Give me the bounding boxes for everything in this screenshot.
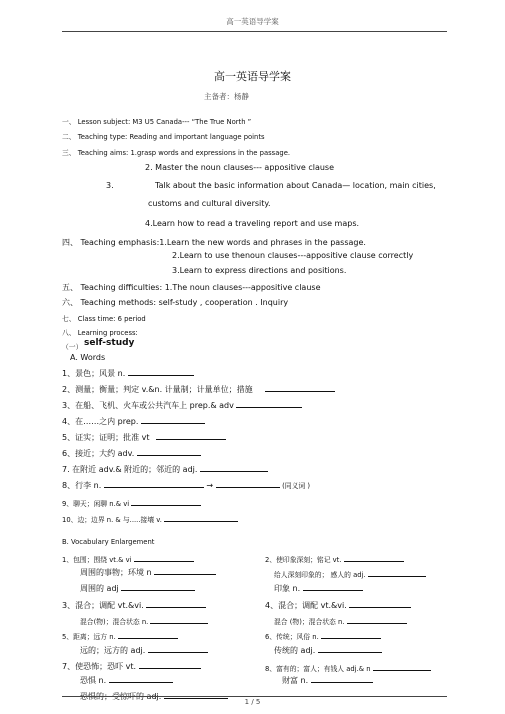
answer-blank[interactable] (349, 599, 411, 608)
teaching-aims: 三、 Teaching aims: 1.grasp words and expressions in the passage. (62, 149, 291, 157)
vocab-right-4 (265, 599, 411, 611)
answer-blank[interactable] (236, 399, 302, 408)
vocab-left-4 (62, 599, 206, 611)
learning-process: 八、 Learning process: (62, 329, 138, 337)
answer-blank[interactable] (134, 553, 194, 562)
vocab-text: 1、包围；围绕 vt.& vi (62, 556, 132, 564)
aim-4: 4.Learn how to read a traveling report and use maps. (145, 219, 360, 228)
running-header: 高一英语导学案 (226, 17, 279, 26)
answer-blank[interactable] (368, 568, 426, 577)
answer-blank[interactable] (164, 513, 238, 522)
vocab-enlargement-title: B. Vocabulary Enlargement (62, 538, 155, 546)
word-2 (62, 383, 335, 395)
aim-3-number: 3. (106, 181, 114, 190)
vocab-left-2 (80, 566, 216, 578)
teaching-methods: 六、 Teaching methods: self-study , cooperation . Inquiry (62, 298, 289, 307)
vocab-right-6 (265, 630, 381, 641)
page-title: 高一英语导学案 (214, 70, 291, 83)
answer-blank[interactable] (373, 662, 431, 671)
section-self-study: self-study (84, 338, 135, 348)
vocab-text: 传统的 adj. (274, 646, 316, 655)
answer-blank[interactable] (139, 660, 201, 669)
vocab-text: 5、距离；远方 n. (62, 633, 116, 641)
word-10-text: 10、边；边界 n. & 与.....接壤 v. (62, 516, 162, 524)
vocab-left-3 (80, 582, 195, 594)
vocab-left-8 (62, 660, 201, 672)
answer-blank[interactable] (146, 599, 206, 608)
answer-blank[interactable] (321, 630, 381, 639)
word-3 (62, 399, 302, 411)
aim-3-cont: customs and cultural diversity. (148, 199, 271, 208)
section-words: A. Words (70, 353, 106, 362)
vocab-text: 财富 n. (282, 676, 309, 685)
answer-blank[interactable] (109, 674, 173, 683)
word-6-text: 6、接近；大约 adv. (62, 449, 135, 458)
vocab-text: 给人深刻印象的； 感人的 adj. (274, 571, 366, 579)
vocab-right-1 (265, 553, 404, 564)
vocab-text: 混合 (物)；混合状态 n. (274, 618, 345, 626)
answer-blank[interactable] (141, 415, 205, 424)
answer-blank[interactable] (118, 630, 178, 639)
answer-blank[interactable] (121, 582, 195, 591)
vocab-text: 3、混合；调配 vt.&vi. (62, 601, 144, 610)
word-8 (62, 479, 310, 491)
answer-blank[interactable] (128, 367, 194, 376)
aim-3: Talk about the basic information about Canada— location, main cities, (155, 181, 436, 190)
vocab-left-5 (80, 615, 208, 626)
footer-rule (62, 696, 447, 697)
word-3-text: 3、在船、飞机、火车或公共汽车上 prep.& adv (62, 401, 234, 410)
answer-blank[interactable] (154, 566, 216, 575)
answer-blank[interactable] (318, 644, 382, 653)
vocab-right-7 (274, 644, 382, 656)
vocab-text: 4、混合；调配 vt.&vi. (265, 601, 347, 610)
emphasis-3: 3.Learn to express directions and positions. (172, 266, 347, 275)
class-time: 七、 Class time: 6 period (62, 315, 146, 323)
vocab-text: 周围的事物；环境 n (80, 568, 152, 577)
teaching-difficulties: 五、 Teaching difficulties: 1.The noun clauses---appositive clause (62, 283, 321, 292)
lesson-subject: 一、 Lesson subject: M3 U5 Canada--- “The True North ” (62, 118, 252, 126)
word-8-text: 8、行李 n. (62, 481, 102, 490)
vocab-text: 远的；远方的 adj. (80, 646, 146, 655)
emphasis-2: 2.Learn to use thenoun clauses---appositive clause correctly (172, 251, 414, 260)
vocab-left-7 (80, 644, 208, 656)
arrow-icon: → (206, 481, 214, 490)
section-one-number: （一） (62, 343, 83, 351)
author-line: 主备者：杨静 (204, 92, 249, 101)
page-number: 1 / 5 (244, 698, 261, 706)
word-1 (62, 367, 194, 379)
vocab-text: 6、传统；风俗 n. (265, 633, 319, 641)
vocab-right-5 (274, 615, 407, 626)
word-4-text: 4、在……之内 prep. (62, 417, 139, 426)
word-10 (62, 513, 238, 524)
vocab-right-3 (274, 582, 363, 594)
answer-blank[interactable] (104, 479, 204, 488)
vocab-right-2 (274, 568, 426, 579)
vocab-text: 混合(物)；混合状态 n. (80, 618, 149, 626)
word-5-text: 5、证实；证明；批准 vt (62, 433, 150, 442)
word-6 (62, 447, 201, 459)
vocab-left-6 (62, 630, 178, 641)
answer-blank[interactable] (347, 615, 407, 624)
word-9-text: 9、聊天；闲聊 n.& vi (62, 500, 130, 508)
synonym-label: (同义词 ) (282, 482, 310, 490)
answer-blank[interactable] (200, 463, 268, 472)
vocab-text: 2、使印象深刻；铭记 vt. (265, 556, 342, 564)
aim-2: 2. Master the noun clauses--- appositive clause (145, 163, 334, 172)
word-7 (62, 463, 268, 475)
vocab-text: 恐惧 n. (80, 676, 107, 685)
vocab-text: 印象 n. (274, 584, 301, 593)
word-7-text: 7. 在附近 adv.& 附近的；邻近的 adj. (62, 465, 198, 474)
answer-blank[interactable] (131, 497, 201, 506)
vocab-text: 8、富有的；富人；有钱人 adj.& n (265, 665, 371, 673)
vocab-text: 周围的 adj (80, 584, 119, 593)
vocab-right-9 (282, 674, 373, 686)
answer-blank[interactable] (137, 447, 201, 456)
vocab-right-8 (265, 662, 431, 673)
answer-blank[interactable] (216, 479, 280, 488)
answer-blank[interactable] (311, 674, 373, 683)
answer-blank[interactable] (344, 553, 404, 562)
word-4 (62, 415, 205, 427)
teaching-type: 二、 Teaching type: Reading and important language points (62, 133, 265, 141)
header-rule (62, 31, 447, 32)
vocab-text: 7、使恐怖；恐吓 vt. (62, 662, 137, 671)
answer-blank[interactable] (148, 644, 208, 653)
word-1-text: 1、景色；风景 n. (62, 369, 126, 378)
answer-blank[interactable] (303, 582, 363, 591)
answer-blank[interactable] (156, 431, 226, 440)
answer-blank[interactable] (150, 615, 208, 624)
vocab-left-9 (80, 674, 173, 686)
word-9 (62, 497, 201, 508)
word-5 (62, 431, 226, 443)
vocab-text: 恐惧的；受惊吓的 adj. (80, 692, 162, 701)
teaching-emphasis: 四、 Teaching emphasis:1.Learn the new words and phrases in the passage. (62, 238, 366, 247)
vocab-left-1 (62, 553, 194, 564)
word-2-text: 2、测量；衡量；判定 v.&n. 计量制；计量单位；措施 (62, 385, 253, 394)
answer-blank[interactable] (265, 383, 335, 392)
